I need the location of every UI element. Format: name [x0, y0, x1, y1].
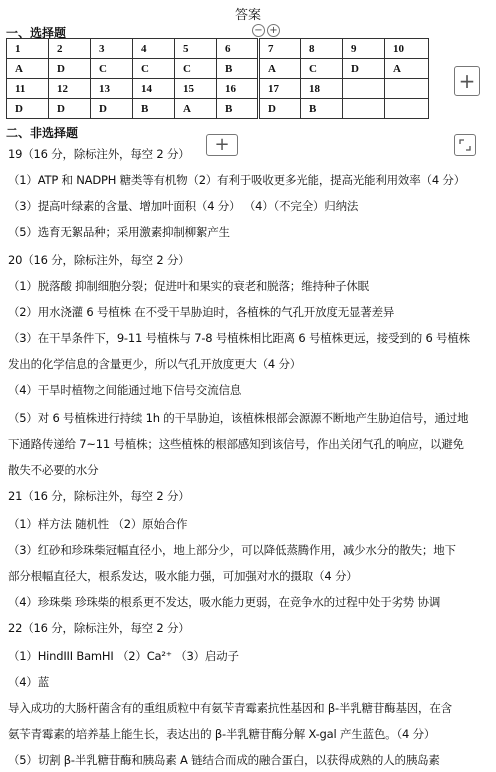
answer-line: 氨苄青霉素的培养基上能生长，表达出的 β-半乳糖苷酶分解 X-gal 产生蓝色。（4 分） [8, 727, 436, 741]
table-cell: 2 [49, 39, 91, 59]
table-cell: 8 [301, 39, 343, 59]
table-cell: D [259, 99, 301, 119]
table-cell: D [91, 99, 133, 119]
table-cell: 7 [259, 39, 301, 59]
answer-line: （5）对 6 号植株进行持续 1h 的干旱胁迫，该植株根部会源源不断地产生胁迫信号，通过地 [8, 411, 469, 425]
table-cell [343, 99, 385, 119]
table-row [7, 39, 429, 59]
table-cell: D [49, 59, 91, 79]
answer-line: （4）珍珠柴 珍珠柴的根系更不发达，吸水能力更弱，在竞争水的过程中处于劣势 协调 [8, 595, 441, 609]
table-row [7, 99, 429, 119]
answer-line: （5）选育无絮品种；采用激素抑制柳絮产生 [8, 225, 230, 239]
table-cell: 9 [343, 39, 385, 59]
table-cell: 18 [301, 79, 343, 99]
table-cell: 15 [175, 79, 217, 99]
answer-line: （1）脱落酸 抑制细胞分裂；促进叶和果实的衰老和脱落；维持种子休眠 [8, 279, 369, 293]
table-cell: A [385, 59, 429, 79]
answer-line: 下通路传递给 7~11 号植株；这些植株的根部感知到该信号，作出关闭气孔的响应，以避免 [8, 437, 464, 451]
answer-line: （2）用水浇灌 6 号植株 在不受干旱胁迫时，各植株的气孔开放度无显著差异 [8, 305, 395, 319]
answer-line: （1）样方法 随机性 （2）原始合作 [8, 517, 188, 531]
table-cell: D [7, 99, 49, 119]
table-cell: A [175, 99, 217, 119]
table-cell: C [175, 59, 217, 79]
answer-line: 21（16 分，除标注外，每空 2 分） [8, 489, 190, 503]
table-cell: 11 [7, 79, 49, 99]
answer-line: （5）切割 β-半乳糖苷酶和胰岛素 A 链结合而成的融合蛋白，以获得成熟的人的胰岛素 [8, 753, 440, 767]
answer-line: 22（16 分，除标注外，每空 2 分） [8, 621, 190, 635]
zoom-in-icon[interactable]: + [267, 24, 280, 37]
zoom-control [252, 24, 280, 37]
answer-line: （3）红砂和珍珠柴冠幅直径小，地上部分少，可以降低蒸腾作用，减少水分的散失；地下 [8, 543, 456, 557]
table-cell: C [91, 59, 133, 79]
table-cell: 17 [259, 79, 301, 99]
table-cell [343, 79, 385, 99]
table-cell: A [7, 59, 49, 79]
table-row [7, 59, 429, 79]
add-row-button[interactable]: + [206, 134, 238, 156]
answer-line: 20（16 分，除标注外，每空 2 分） [8, 253, 190, 267]
answer-line: 19（16 分，除标注外，每空 2 分） [8, 147, 190, 161]
table-cell: 13 [91, 79, 133, 99]
answer-line: 导入成功的大肠杆菌含有的重组质粒中有氨苄青霉素抗性基因和 β-半乳糖苷酶基因，在含 [8, 701, 452, 715]
table-cell: D [343, 59, 385, 79]
zoom-out-icon[interactable]: − [252, 24, 265, 37]
table-cell: 14 [133, 79, 175, 99]
table-cell: 3 [91, 39, 133, 59]
table-cell: B [217, 99, 259, 119]
table-cell: 16 [217, 79, 259, 99]
answer-line: （4）蓝 [8, 675, 50, 689]
table-cell: 4 [133, 39, 175, 59]
answer-line: （1）HindIII BamHI （2）Ca²⁺ （3）启动子 [8, 649, 239, 663]
table-cell: C [133, 59, 175, 79]
table-cell: 1 [7, 39, 49, 59]
expand-corners-icon [455, 135, 475, 155]
answer-line: （4）干旱时植物之间能通过地下信号交流信息 [8, 383, 242, 397]
table-cell [385, 99, 429, 119]
table-cell: 12 [49, 79, 91, 99]
section-heading-choice: 一、选择题 [6, 26, 67, 40]
answer-line: （3）在干旱条件下，9-11 号植株与 7-8 号植株相比距离 6 号植株更远，接受到的 6 号植株 [8, 331, 470, 345]
answer-line: 部分根幅直径大，根系发达，吸水能力强，可加强对水的摄取（4 分） [8, 569, 358, 583]
table-cell: 6 [217, 39, 259, 59]
expand-icon[interactable] [454, 134, 476, 156]
answer-line: 散失不必要的水分 [8, 463, 99, 477]
answer-line: （1）ATP 和 NADPH 糖类等有机物（2）有利于吸收更多光能，提高光能利用效率（4 分） [8, 173, 466, 187]
table-cell: A [259, 59, 301, 79]
table-row [7, 79, 429, 99]
table-cell: 10 [385, 39, 429, 59]
answer-line: （3）提高叶绿素的含量、增加叶面积（4 分） （4）（不完全）归纳法 [8, 199, 359, 213]
table-cell: C [301, 59, 343, 79]
table-cell: B [133, 99, 175, 119]
table-cell [385, 79, 429, 99]
table-cell: B [301, 99, 343, 119]
answer-table [6, 38, 429, 119]
answer-line: 发出的化学信息的含量更少，所以气孔开放度更大（4 分） [8, 357, 302, 371]
section-heading-nonchoice: 二、非选择题 [6, 126, 79, 140]
add-table-column-button[interactable]: + [454, 66, 480, 96]
page-title: 答案 [234, 8, 261, 23]
table-cell: 5 [175, 39, 217, 59]
table-cell: D [49, 99, 91, 119]
table-cell: B [217, 59, 259, 79]
